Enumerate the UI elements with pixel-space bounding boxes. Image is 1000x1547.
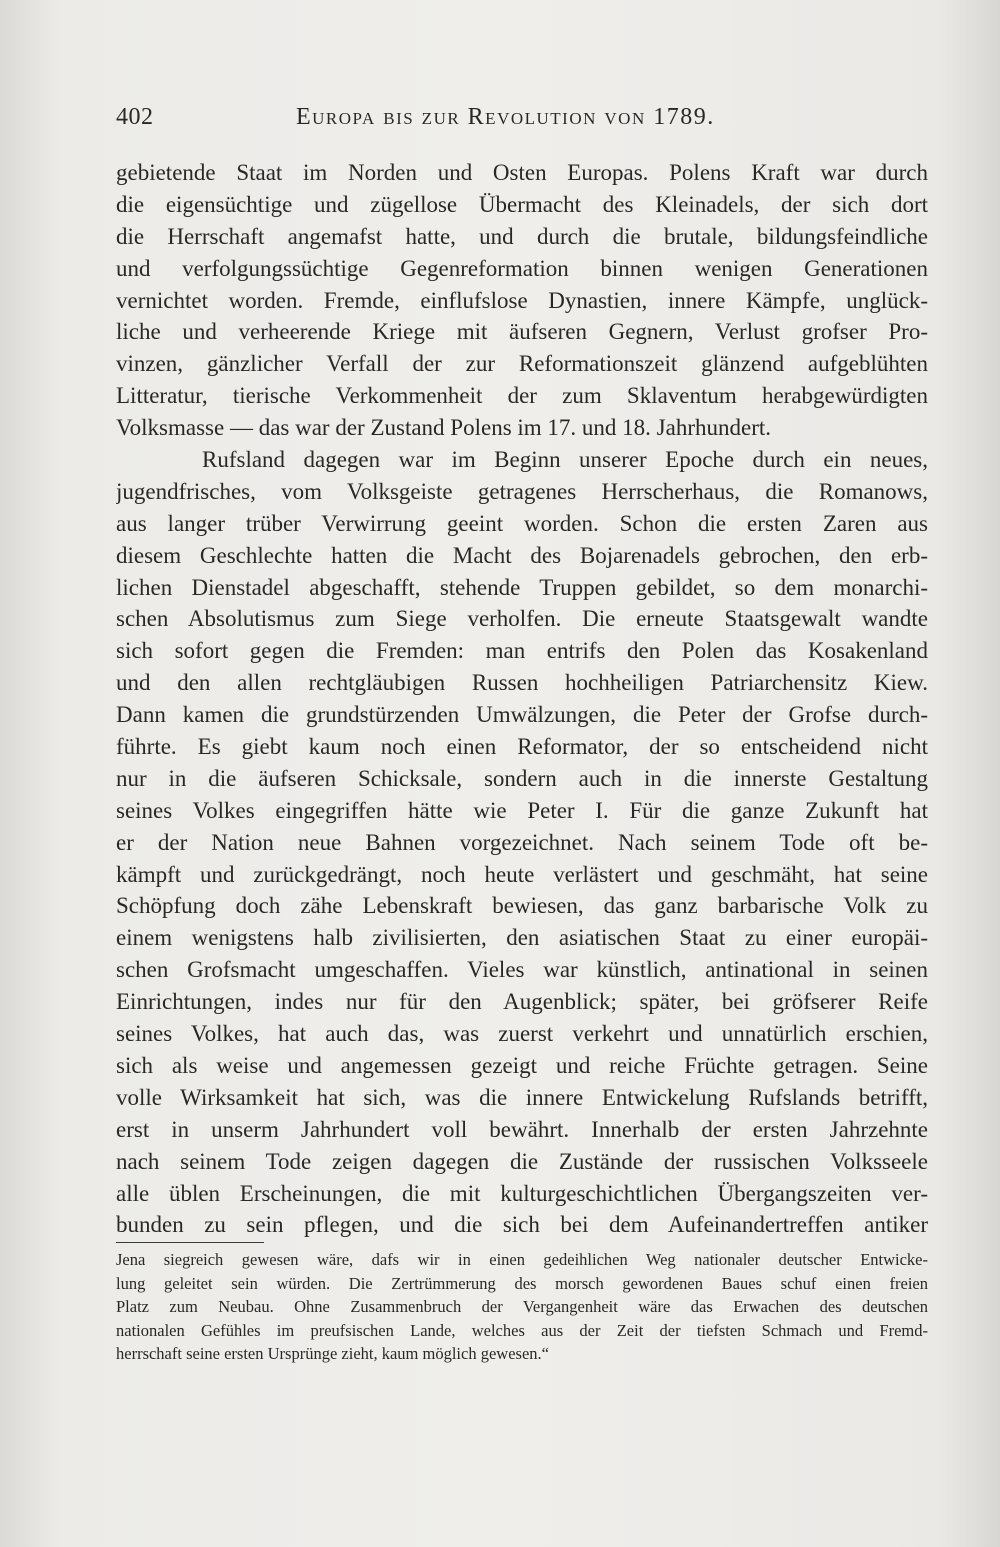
- text-line: aus langer trüber Verwirrung geeint worden. Schon die ersten Zaren aus: [116, 510, 928, 536]
- text-line: schen Absolutismus zum Siege verholfen. Die erneute Staatsgewalt wandte: [116, 606, 928, 632]
- text-line: diesem Geschlechte hatten die Macht des Bojarenadels gebrochen, den erb-: [116, 542, 928, 568]
- text-line: Einrichtungen, indes nur für den Augenblick; später, bei gröfserer Reife: [116, 989, 928, 1015]
- text-line: vinzen, gänzlicher Verfall der zur Reformationszeit glänzend aufgeblühten: [116, 351, 928, 377]
- text-line: seines Volkes eingegriffen hätte wie Peter I. Für die ganze Zukunft hat: [116, 797, 928, 823]
- page-number: 402: [116, 104, 154, 130]
- running-title: Europa bis zur Revolution von 1789.: [296, 104, 715, 130]
- text-line: er der Nation neue Bahnen vorgezeichnet. Nach seinem Tode oft be-: [116, 829, 928, 855]
- footnote-line: Jena siegreich gewesen wäre, dafs wir in einen gedeihlichen Weg nationaler deutscher Entwicke-: [116, 1250, 928, 1269]
- text-line: führte. Es giebt kaum noch einen Reformator, der so entscheidend nicht: [116, 734, 928, 760]
- text-line: vernichtet worden. Fremde, einflufslose Dynastien, innere Kämpfe, unglück-: [116, 287, 928, 313]
- text-line: Volksmasse — das war der Zustand Polens im 17. und 18. Jahrhundert.: [116, 415, 771, 441]
- text-line: liche und verheerende Kriege mit äufseren Gegnern, Verlust grofser Pro-: [116, 319, 928, 345]
- text-line: nach seinem Tode zeigen dagegen die Zustände der russischen Volksseele: [116, 1148, 928, 1174]
- text-line: nur in die äufseren Schicksale, sondern auch in die innerste Gestaltung: [116, 765, 928, 791]
- text-line: Litteratur, tierische Verkommenheit der zum Sklaventum herabgewürdigten: [116, 383, 928, 409]
- text-line: jugendfrisches, vom Volksgeiste getragenes Herrscherhaus, die Romanows,: [116, 478, 928, 504]
- footnote-line: lung geleitet sein würden. Die Zertrümmerung des morsch gewordenen Baues schuf einen freien: [116, 1273, 928, 1293]
- text-line: einem wenigstens halb zivilisierten, den asiatischen Staat zu einer europäi-: [116, 925, 928, 951]
- page-header: [116, 100, 928, 140]
- text-line: alle üblen Erscheinungen, die mit kulturgeschichtlichen Übergangszeiten ver-: [116, 1180, 928, 1206]
- text-line: kämpft und zurückgedrängt, noch heute verlästert und geschmäht, hat seine: [116, 861, 928, 887]
- footnote-line: nationalen Gefühles im preufsischen Lande, welches aus der Zeit der tiefsten Schmach und Fremd-: [116, 1320, 928, 1340]
- text-line: Rufsland dagegen war im Beginn unserer Epoche durch ein neues,: [202, 447, 928, 473]
- main-text: [116, 157, 928, 1241]
- text-line: die Herrschaft angemafst hatte, und durch die brutale, bildungsfeindliche: [116, 223, 928, 249]
- text-line: seines Volkes, hat auch das, was zuerst verkehrt und unnatürlich erschien,: [116, 1021, 928, 1047]
- text-line: Schöpfung doch zähe Lebenskraft bewiesen, das ganz barbarische Volk zu: [116, 893, 928, 919]
- footnote: [116, 1248, 928, 1366]
- footnote-divider: [116, 1242, 264, 1243]
- text-line: sich sofort gegen die Fremden: man entrifs den Polen das Kosakenland: [116, 638, 928, 664]
- text-line: gebietende Staat im Norden und Osten Europas. Polens Kraft war durch: [116, 160, 928, 185]
- footnote-line: herrschaft seine ersten Ursprünge zieht, kaum möglich gewesen.“: [116, 1344, 549, 1364]
- text-line: schen Grofsmacht umgeschaffen. Vieles war künstlich, antinational in seinen: [116, 957, 928, 983]
- footnote-line: Platz zum Neubau. Ohne Zusammenbruch der Vergangenheit wäre das Erwachen des deutschen: [116, 1297, 928, 1317]
- text-line: bunden zu sein pflegen, und die sich bei dem Aufeinandertreffen antiker: [116, 1212, 928, 1238]
- text-line: lichen Dienstadel abgeschafft, stehende Truppen gebildet, so dem monarchi-: [116, 574, 928, 600]
- text-line: und den allen rechtgläubigen Russen hochheiligen Patriarchensitz Kiew.: [116, 670, 928, 696]
- text-line: volle Wirksamkeit hat sich, was die innere Entwickelung Rufslands betrifft,: [116, 1084, 928, 1110]
- text-line: die eigensüchtige und zügellose Übermacht des Kleinadels, der sich dort: [116, 191, 928, 217]
- text-line: und verfolgungssüchtige Gegenreformation binnen wenigen Generationen: [116, 255, 928, 281]
- text-line: Dann kamen die grundstürzenden Umwälzungen, die Peter der Grofse durch-: [116, 702, 928, 728]
- text-line: sich als weise und angemessen gezeigt und reiche Früchte getragen. Seine: [116, 1052, 928, 1078]
- text-line: erst in unserm Jahrhundert voll bewährt. Innerhalb der ersten Jahrzehnte: [116, 1116, 928, 1142]
